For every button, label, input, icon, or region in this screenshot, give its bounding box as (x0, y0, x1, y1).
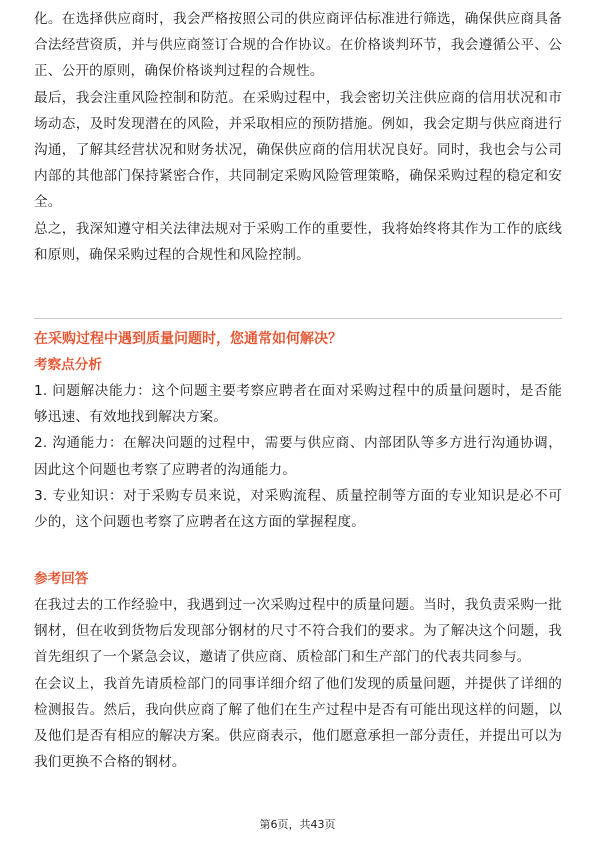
answer-heading: 参考回答 (34, 571, 89, 587)
question-section (34, 326, 562, 535)
analysis-item: 3. 专业知识：对于采购专员来说，对采购流程、质量控制等方面的专业知识是必不可少的，这个问题也考察了应聘者在这方面的掌握程度。 (34, 487, 562, 531)
paragraph: 在我过去的工作经验中，我遇到过一次采购过程中的质量问题。当时，我负责采购一批钢材，但在收到货物后发现部分钢材的尺寸不符合我们的要求。为了解决这个问题，我首先组织了一个紧急会议，邀请了供应商、质检部门和生产部门的代表共同参与。 (34, 597, 562, 666)
analysis-item: 2. 沟通能力：在解决问题的过程中，需要与供应商、内部团队等多方进行沟通协调，因此这个问题也考察了应聘者的沟通能力。 (34, 435, 562, 478)
paragraph: 化。在选择供应商时，我会严格按照公司的供应商评估标准进行筛选，确保供应商具备合法经营资质，并与供应商签订合规的合作协议。在价格谈判环节，我会遵循公平、公正、公开的原则，确保价格谈判过程的合规性。 (34, 11, 562, 80)
previous-answer-continuation (34, 6, 562, 268)
paragraph: 最后，我会注重风险控制和防范。在采购过程中，我会密切关注供应商的信用状况和市场动态，及时发现潜在的风险，并采取相应的预防措施。例如，我会定期与供应商进行沟通，了解其经营状况和财务状况，确保供应商的信用状况良好。同时，我也会与公司内部的其他部门保持紧密合作，共同制定采购风险管理策略，确保采购过程的稳定和安全。 (34, 89, 562, 211)
section-divider (34, 318, 562, 319)
question-title: 在采购过程中遇到质量问题时，您通常如何解决？ (34, 331, 342, 347)
paragraph: 总之，我深知遵守相关法律法规对于采购工作的重要性，我将始终将其作为工作的底线和原则，确保采购过程的合规性和风险控制。 (34, 220, 562, 263)
paragraph: 在会议上，我首先请质检部门的同事详细介绍了他们发现的质量问题，并提供了详细的检测报告。然后，我向供应商了解了他们在生产过程中是否有可能出现这样的问题，以及他们是否有相应的解决方案。供应商表示，他们愿意承担一部分责任，并提出可以为我们更换不合格的钢材。 (34, 675, 562, 771)
reference-answer-section (34, 566, 562, 775)
analysis-heading: 考察点分析 (34, 357, 102, 373)
page-number: 第6页，共43页 (259, 818, 336, 831)
analysis-item: 1. 问题解决能力：这个问题主要考察应聘者在面对采购过程中的质量问题时，是否能够迅速、有效地找到解决方案。 (34, 383, 562, 426)
